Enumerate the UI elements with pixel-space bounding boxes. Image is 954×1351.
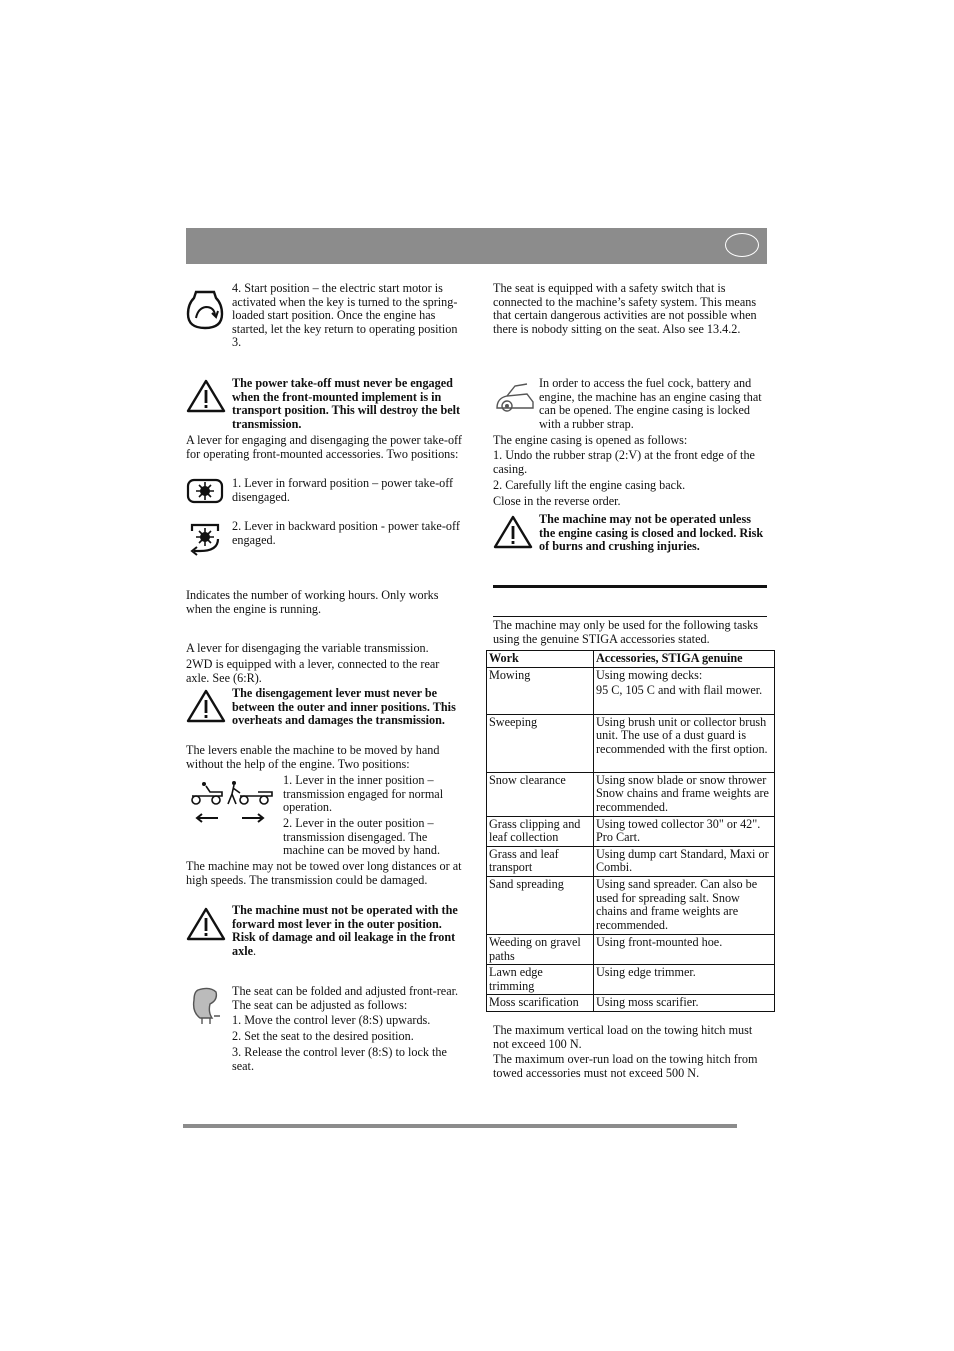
casing-intro: In order to access the fuel cock, battery and engine, the machine has an engine casing that can be opened. The engine casing is locked with a rubber strap.	[539, 376, 762, 431]
table-cell-work: Moss scarification	[487, 995, 594, 1012]
freewheel-levers: The levers enable the machine to be moved by hand without the help of the engine. Two positions:	[186, 743, 440, 771]
seat-intro: The seat can be folded and adjusted front-rear. The seat can be adjusted as follows:	[232, 984, 459, 1012]
ignition-key-icon	[186, 288, 224, 332]
table-row	[487, 772, 775, 816]
section-rule	[493, 585, 767, 588]
start-position-text: 4. Start position – the electric start motor is activated when the key is turned to the spring-loaded start position. Once the engine has started, let the key return to operating position 3.	[232, 281, 458, 350]
table-row	[487, 995, 775, 1012]
table-row	[487, 934, 775, 964]
freewheel-intro: A lever for disengaging the variable transmission.	[186, 641, 429, 655]
table-cell-accessories: Using dump cart Standard, Maxi or Combi.	[594, 846, 775, 876]
seat-step-2: 2. Set the seat to the desired position.	[232, 1029, 414, 1043]
hour-counter-text: Indicates the number of working hours. Only works when the engine is running.	[186, 588, 439, 616]
casing-opened: The engine casing is opened as follows:	[493, 433, 688, 447]
footer-rule	[183, 1124, 737, 1128]
table-cell-accessories: Using mowing decks: 95 C, 105 C and with flail mower.	[594, 667, 775, 714]
table-cell-work: Snow clearance	[487, 772, 594, 816]
table-row	[487, 846, 775, 876]
header-bar	[186, 228, 767, 264]
vertical-load-text: The maximum vertical load on the towing hitch must not exceed 100 N.	[493, 1023, 753, 1051]
pto-disengaged-icon	[186, 478, 224, 504]
warning-triangle-icon	[186, 379, 226, 413]
casing-step-1: 1. Undo the rubber strap (2:V) at the front edge of the casing.	[493, 448, 755, 476]
warning-triangle-icon	[186, 689, 226, 723]
freewheel-2wd: 2WD is equipped with a lever, connected to the rear axle. See (6:R).	[186, 657, 440, 685]
freewheel-position-1: 1. Lever in the inner position – transmission engaged for normal operation.	[283, 773, 444, 815]
pto-intro: A lever for engaging and disengaging the power take-off for operating front-mounted accessories. Two positions:	[186, 433, 462, 461]
table-header-row	[487, 651, 775, 668]
table-cell-accessories: Using snow blade or snow thrower Snow chains and frame weights are recommended.	[594, 772, 775, 816]
table-row	[487, 876, 775, 934]
table-cell-work: Mowing	[487, 667, 594, 714]
language-oval-icon	[725, 233, 759, 257]
tractor-pushing-icon	[188, 780, 278, 824]
table-row	[487, 667, 775, 714]
overrun-load-text: The maximum over-run load on the towing hitch from towed accessories must not exceed 500 N.	[493, 1052, 758, 1080]
freewheel-warning: The disengagement lever must never be between the outer and inner positions. This overheats and damages the transmission.	[232, 686, 456, 728]
warning-triangle-icon	[186, 907, 226, 941]
pto-position-2: 2. Lever in backward position - power take-off engaged.	[232, 519, 460, 547]
casing-warning: The machine may not be operated unless the engine casing is closed and locked. Risk of burns and crushing injuries.	[539, 512, 764, 554]
seat-safety-switch: The seat is equipped with a safety switch that is connected to the machine’s safety system. This means that certain dangerous activities are not possible when there is nobody sitting on the seat. Also see 13.4.2.	[493, 281, 757, 336]
table-cell-accessories: Using sand spreader. Can also be used for spreading salt. Snow chains and frame weights are recommended.	[594, 876, 775, 934]
table-cell-work: Weeding on gravel paths	[487, 934, 594, 964]
casing-step-2: 2. Carefully lift the engine casing back.	[493, 478, 686, 492]
table-cell-work: Lawn edge trimming	[487, 965, 594, 995]
pto-position-1: 1. Lever in forward position – power take-off disengaged.	[232, 476, 454, 504]
table-cell-accessories: Using moss scarifier.	[594, 995, 775, 1012]
pto-engaged-icon	[186, 521, 224, 555]
casing-close: Close in the reverse order.	[493, 494, 621, 508]
section-rule-thin	[493, 616, 767, 617]
table-header-accessories: Accessories, STIGA genuine	[594, 651, 775, 668]
pto-warning: The power take-off must never be engaged when the front-mounted implement is in transport position. This will destroy the belt transmission.	[232, 376, 461, 431]
accessories-table	[486, 650, 775, 1012]
table-cell-work: Grass clipping and leaf collection	[487, 816, 594, 846]
table-cell-accessories: Using edge trimmer.	[594, 965, 775, 995]
table-row	[487, 816, 775, 846]
table-cell-accessories: Using brush unit or collector brush unit. The use of a dust guard is recommended with the first option.	[594, 714, 775, 772]
forward-lever-warning: The machine must not be operated with the forward most lever in the outer position. Risk of damage and oil leakage in the front axle.	[232, 903, 458, 958]
seat-icon	[188, 986, 222, 1026]
seat-step-3: 3. Release the control lever (8:S) to lock the seat.	[232, 1045, 447, 1073]
freewheel-position-2: 2. Lever in the outer position – transmission disengaged. The machine can be moved by hand.	[283, 816, 441, 858]
table-header-work: Work	[487, 651, 594, 668]
table-cell-work: Sweeping	[487, 714, 594, 772]
usage-intro: The machine may only be used for the following tasks using the genuine STIGA accessories stated.	[493, 618, 759, 646]
seat-step-1: 1. Move the control lever (8:S) upwards.	[232, 1013, 431, 1027]
tow-text: The machine may not be towed over long distances or at high speeds. The transmission could be damaged.	[186, 859, 462, 887]
table-cell-accessories: Using front-mounted hoe.	[594, 934, 775, 964]
table-row	[487, 714, 775, 772]
table-cell-work: Grass and leaf transport	[487, 846, 594, 876]
warning-triangle-icon	[493, 515, 533, 549]
table-cell-accessories: Using towed collector 30" or 42". Pro Cart.	[594, 816, 775, 846]
table-row	[487, 965, 775, 995]
engine-casing-icon	[493, 382, 535, 414]
table-cell-work: Sand spreading	[487, 876, 594, 934]
